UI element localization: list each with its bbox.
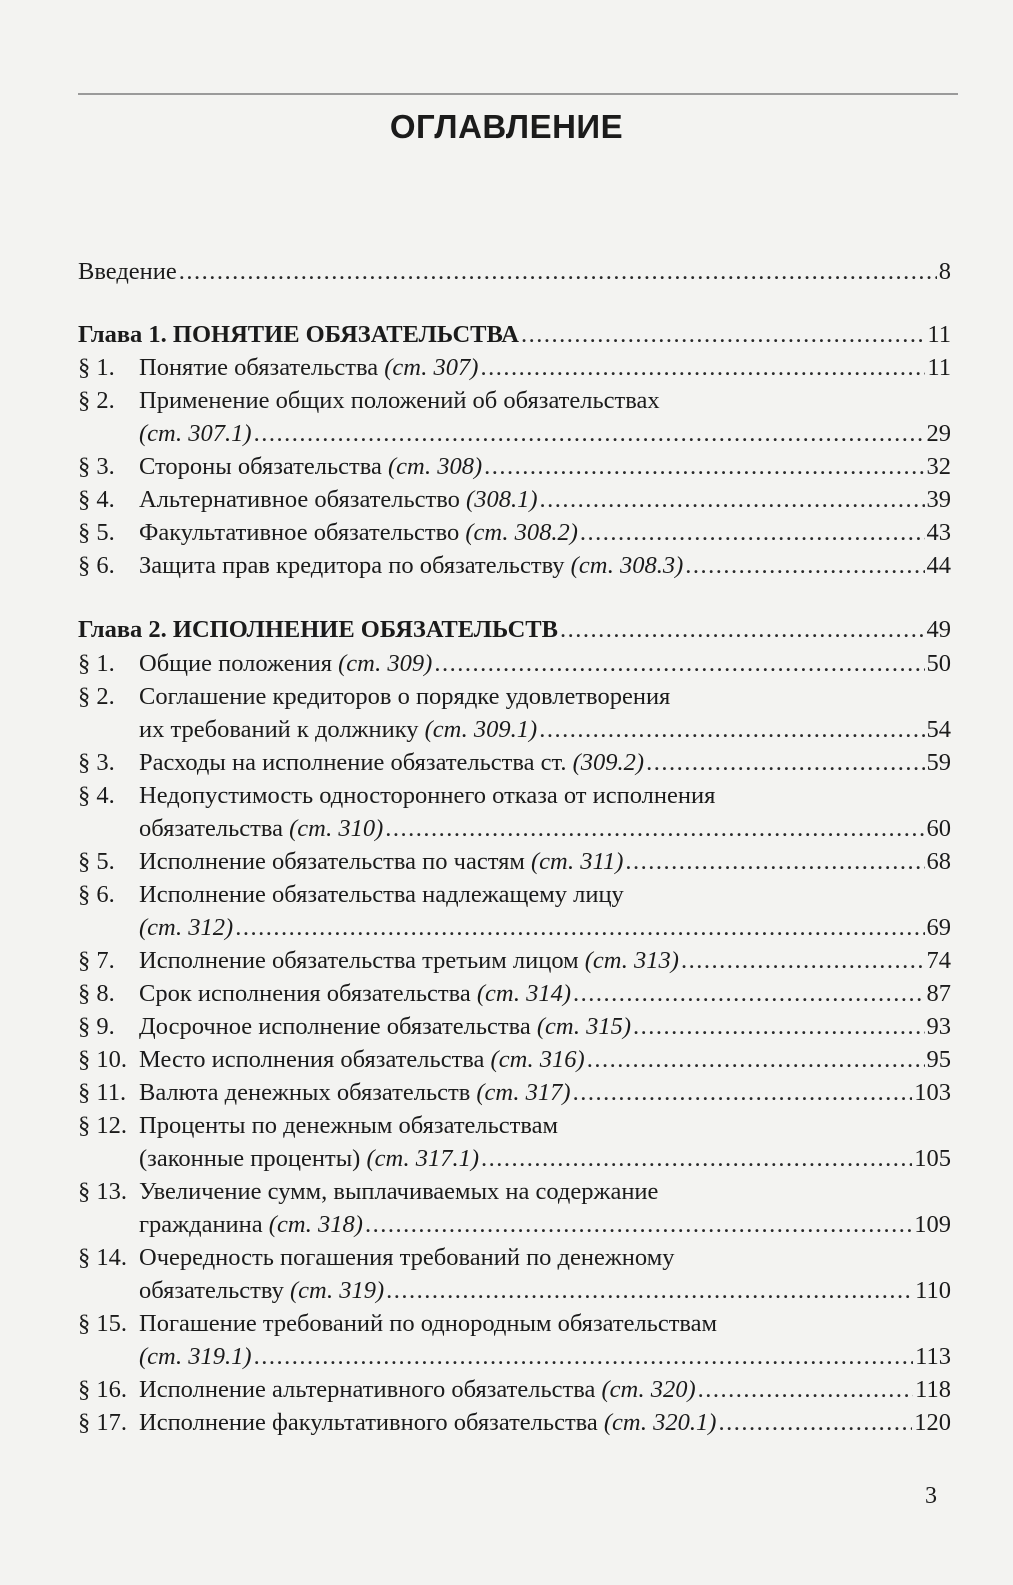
dot-leader (254, 1340, 914, 1373)
dot-leader (385, 812, 924, 845)
section-number: § 2. (78, 387, 115, 414)
article-reference: (ст. 319.1) (139, 1343, 252, 1370)
entry-title: Место исполнения обязательства (139, 1046, 485, 1073)
article-reference: (ст. 316) (490, 1046, 585, 1073)
dot-leader (481, 1142, 912, 1175)
toc-intro[interactable] (78, 255, 951, 288)
section-number: § 13. (78, 1178, 127, 1205)
section-number: § 7. (78, 947, 115, 974)
entry-title: Очередность погашения требований по денежному (139, 1244, 675, 1271)
dot-leader (484, 450, 924, 483)
entry-page-number: 60 (926, 815, 951, 842)
section-number: § 2. (78, 683, 115, 710)
section-number: § 5. (78, 519, 115, 546)
article-reference: (ст. 308) (387, 453, 483, 480)
toc-entry[interactable] (78, 977, 951, 1010)
section-number: § 12. (78, 1112, 127, 1139)
dot-leader (539, 483, 924, 516)
toc-entry[interactable] (78, 1010, 951, 1043)
toc-chapter[interactable] (78, 613, 951, 646)
section-number: § 11. (78, 1079, 127, 1106)
dot-leader (698, 1373, 914, 1406)
entry-page-number: 43 (926, 519, 951, 546)
toc-entry[interactable] (78, 1043, 951, 1076)
entry-page-number: 118 (915, 1376, 951, 1403)
entry-title-continued: их требований к должнику (139, 716, 419, 743)
toc-entry[interactable] (78, 549, 951, 582)
entry-title: Глава 1. ПОНЯТИЕ ОБЯЗАТЕЛЬСТВА (78, 321, 519, 348)
toc-entry[interactable] (78, 779, 951, 845)
dot-leader (480, 351, 925, 384)
toc-entry[interactable] (78, 384, 951, 450)
entry-title: Исполнение факультативного обязательства (139, 1409, 598, 1436)
entry-page-number: 105 (914, 1145, 951, 1172)
article-reference: (308.1) (466, 486, 538, 513)
entry-title-continued: обязательству (139, 1277, 284, 1304)
entry-page-number: 68 (926, 848, 951, 875)
entry-title: Защита прав кредитора по обязательству (139, 552, 565, 579)
section-number: § 1. (78, 650, 115, 677)
dot-leader (521, 318, 925, 351)
entry-page-number: 69 (926, 914, 951, 941)
entry-title: Расходы на исполнение обязательства ст. (139, 749, 567, 776)
toc-entry[interactable] (78, 483, 951, 516)
toc-entry[interactable] (78, 450, 951, 483)
section-number: § 4. (78, 782, 115, 809)
toc-entry[interactable] (78, 746, 951, 779)
section-number: § 14. (78, 1244, 127, 1271)
entry-page-number: 110 (915, 1277, 951, 1304)
article-reference: (ст. 315) (536, 1013, 632, 1040)
section-number: § 1. (78, 354, 115, 381)
toc-entry[interactable] (78, 944, 951, 977)
article-reference: (ст. 309.1) (424, 716, 538, 743)
toc-entry[interactable] (78, 647, 951, 680)
page-title: ОГЛАВЛЕНИЕ (389, 108, 624, 145)
entry-page-number: 87 (926, 980, 951, 1007)
article-reference: (ст. 308.3) (570, 552, 684, 579)
toc-chapter[interactable] (78, 318, 951, 351)
article-reference: (ст. 317) (476, 1079, 571, 1106)
toc-entry[interactable] (78, 1373, 951, 1406)
dot-leader (681, 944, 925, 977)
article-reference: (ст. 312) (139, 914, 234, 941)
entry-page-number: 93 (926, 1013, 951, 1040)
entry-page-number: 59 (926, 749, 951, 776)
entry-title: Исполнение альтернативного обязательства (139, 1376, 596, 1403)
entry-page-number: 103 (914, 1079, 951, 1106)
entry-page-number: 8 (938, 258, 951, 285)
dot-leader (560, 613, 925, 646)
entry-title-continued: обязательства (139, 815, 283, 842)
section-number: § 3. (78, 749, 115, 776)
section-number: § 5. (78, 848, 115, 875)
dot-leader (625, 845, 924, 878)
entry-page-number: 54 (926, 716, 951, 743)
dot-leader (580, 516, 925, 549)
entry-title: Соглашение кредиторов о порядке удовлетворения (139, 683, 671, 710)
entry-page-number: 50 (926, 650, 951, 677)
entry-title: Валюта денежных обязательств (139, 1079, 471, 1106)
section-number: § 3. (78, 453, 115, 480)
dot-leader (573, 1076, 913, 1109)
dot-leader (539, 713, 924, 746)
section-number: § 6. (78, 881, 115, 908)
section-number: § 17. (78, 1409, 127, 1436)
dot-leader (365, 1208, 912, 1241)
entry-title: Досрочное исполнение обязательства (139, 1013, 531, 1040)
article-reference: (ст. 311) (530, 848, 624, 875)
article-reference: (ст. 320) (601, 1376, 696, 1403)
dot-leader (646, 746, 924, 779)
dot-leader (718, 1406, 912, 1439)
toc-entry[interactable] (78, 878, 951, 944)
article-reference: (309.2) (572, 749, 645, 776)
dot-leader (685, 549, 924, 582)
entry-title: Применение общих положений об обязательствах (139, 387, 660, 414)
header-rule (78, 93, 958, 95)
toc-entry[interactable] (78, 516, 951, 549)
entry-page-number: 39 (926, 486, 951, 513)
dot-leader (386, 1274, 913, 1307)
section-number: § 9. (78, 1013, 115, 1040)
entry-title: Понятие обязательства (139, 354, 379, 381)
section-number: § 16. (78, 1376, 127, 1403)
toc-entry[interactable] (78, 680, 951, 746)
article-reference: (ст. 317.1) (366, 1145, 480, 1172)
toc-entry[interactable] (78, 1406, 951, 1439)
entry-page-number: 11 (927, 321, 951, 348)
entry-title: Погашение требований по однородным обязательствам (139, 1310, 718, 1337)
section-number: § 15. (78, 1310, 127, 1337)
entry-title: Срок исполнения обязательства (139, 980, 471, 1007)
entry-title: Исполнение обязательства по частям (139, 848, 525, 875)
entry-title: Увеличение сумм, выплачиваемых на содержание (139, 1178, 659, 1205)
entry-page-number: 11 (927, 354, 951, 381)
entry-title: Общие положения (139, 650, 333, 677)
entry-page-number: 113 (915, 1343, 951, 1370)
dot-leader (633, 1010, 924, 1043)
entry-title: Стороны обязательства (139, 453, 382, 480)
article-reference: (ст. 314) (476, 980, 572, 1007)
section-number: § 8. (78, 980, 115, 1007)
toc-entry[interactable] (78, 1307, 951, 1373)
entry-page-number: 32 (926, 453, 951, 480)
entry-title: Введение (78, 258, 177, 285)
entry-title-continued: гражданина (139, 1211, 263, 1238)
toc-entry[interactable] (78, 845, 951, 878)
entry-title: Недопустимость одностороннего отказа от исполнения (139, 782, 716, 809)
article-reference: (ст. 308.2) (465, 519, 578, 546)
dot-leader (573, 977, 924, 1010)
entry-title: Альтернативное обязательство (139, 486, 460, 513)
entry-page-number: 29 (926, 420, 951, 447)
entry-page-number: 109 (914, 1211, 951, 1238)
entry-title: Исполнение обязательства надлежащему лицу (139, 881, 624, 908)
article-reference: (ст. 307) (384, 354, 479, 381)
entry-page-number: 44 (926, 552, 951, 579)
section-number: § 6. (78, 552, 115, 579)
section-number: § 10. (78, 1046, 127, 1073)
toc-entry[interactable] (78, 1109, 951, 1175)
entry-title: Исполнение обязательства третьим лицом (139, 947, 579, 974)
article-reference: (ст. 313) (584, 947, 679, 974)
article-reference: (ст. 320.1) (603, 1409, 717, 1436)
entry-page-number: 49 (926, 616, 951, 643)
entry-page-number: 120 (914, 1409, 951, 1436)
entry-title: Проценты по денежным обязательствам (139, 1112, 559, 1139)
section-number: § 4. (78, 486, 115, 513)
dot-leader (434, 647, 924, 680)
toc-entry[interactable] (78, 351, 951, 384)
toc-entry[interactable] (78, 1175, 951, 1241)
entry-title: Факультативное обязательство (139, 519, 460, 546)
toc-entry[interactable] (78, 1241, 951, 1307)
dot-leader (179, 255, 937, 288)
entry-page-number: 74 (926, 947, 951, 974)
article-reference: (ст. 309) (338, 650, 433, 677)
entry-title-continued: (законные проценты) (139, 1145, 361, 1172)
page-number: 3 (925, 1483, 937, 1509)
dot-leader (254, 417, 925, 450)
article-reference: (ст. 318) (268, 1211, 363, 1238)
entry-title: Глава 2. ИСПОЛНЕНИЕ ОБЯЗАТЕЛЬСТВ (78, 616, 558, 643)
toc-entry[interactable] (78, 1076, 951, 1109)
article-reference: (ст. 307.1) (139, 420, 252, 447)
article-reference: (ст. 319) (289, 1277, 385, 1304)
article-reference: (ст. 310) (289, 815, 384, 842)
dot-leader (235, 911, 924, 944)
dot-leader (587, 1043, 925, 1076)
entry-page-number: 95 (926, 1046, 951, 1073)
